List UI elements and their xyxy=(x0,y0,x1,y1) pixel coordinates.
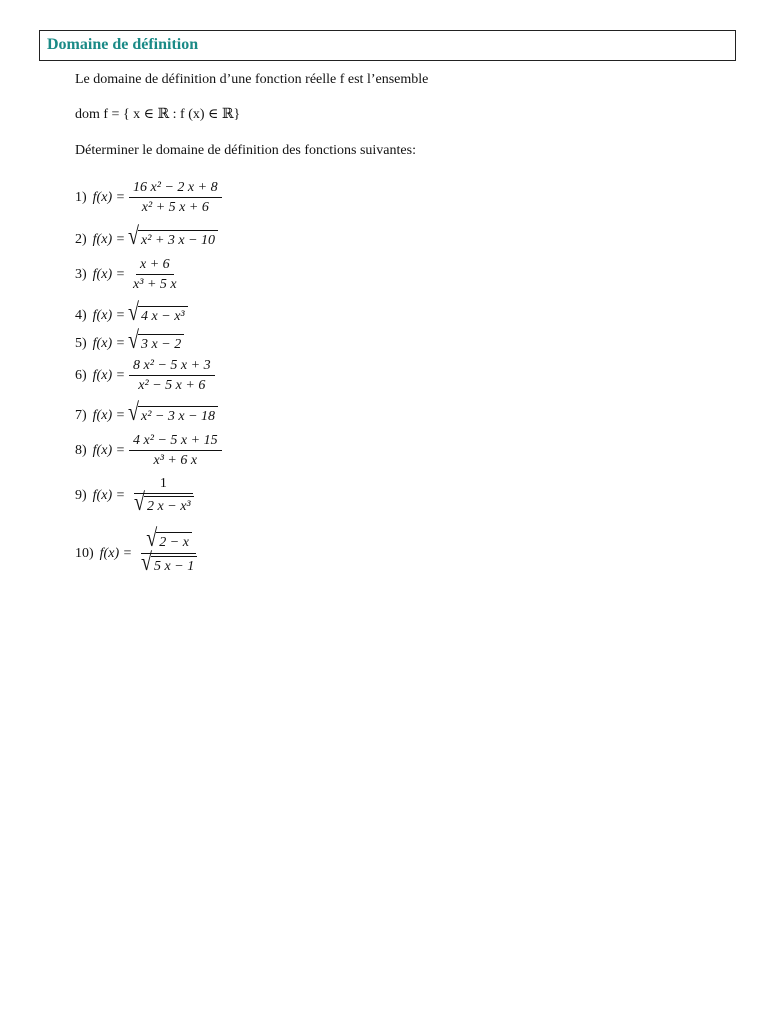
denominator: x² + 5 x + 6 xyxy=(141,200,209,215)
function-lhs: f(x) = xyxy=(92,443,126,458)
function-lhs: f(x) = xyxy=(92,267,126,282)
exercise-7 xyxy=(75,398,218,427)
exercise-10 xyxy=(75,524,201,577)
fraction xyxy=(136,524,201,577)
radical-sign-icon: √ xyxy=(141,548,153,577)
exercise-5 xyxy=(75,326,184,355)
fraction xyxy=(129,358,215,394)
intro-text: Le domaine de définition d’une fonction réelle f est l’ensemble xyxy=(75,72,429,87)
section-title: Domaine de définition xyxy=(47,36,199,53)
fraction xyxy=(129,180,222,216)
function-lhs: f(x) = xyxy=(92,190,126,205)
exercise-3 xyxy=(75,257,181,293)
numerator: 4 x² − 5 x + 15 xyxy=(129,433,222,451)
exercise-number: 10) xyxy=(75,546,94,561)
numerator: 1 xyxy=(134,476,193,494)
radicand: 2 − x xyxy=(156,532,192,551)
denominator xyxy=(136,548,201,577)
radical-sign-icon: √ xyxy=(128,298,140,327)
square-root xyxy=(128,326,184,355)
denominator: x³ + 5 x xyxy=(133,277,177,292)
radicand: 5 x − 1 xyxy=(151,556,197,575)
fraction xyxy=(129,257,181,293)
radicand: 2 x − x³ xyxy=(144,496,194,515)
denominator: x² − 5 x + 6 xyxy=(138,378,206,393)
exercise-number: 7) xyxy=(75,407,87,423)
function-lhs: f(x) = xyxy=(99,546,133,561)
exercise-2 xyxy=(75,222,218,251)
square-root xyxy=(134,488,194,517)
radical-sign-icon: √ xyxy=(128,398,140,427)
function-lhs: f(x) = xyxy=(92,368,126,383)
numerator: 16 x² − 2 x + 8 xyxy=(129,180,222,198)
section-title-box xyxy=(39,30,736,61)
fraction xyxy=(129,476,198,516)
radical-sign-icon: √ xyxy=(128,222,140,251)
domain-definition-formula: dom f = { x ∈ ℝ : f (x) ∈ ℝ} xyxy=(75,107,241,122)
exercise-number: 8) xyxy=(75,443,87,458)
function-lhs: f(x) = xyxy=(92,335,126,351)
fraction xyxy=(129,433,222,469)
exercise-number: 1) xyxy=(75,190,87,205)
exercise-number: 5) xyxy=(75,335,87,351)
denominator: x³ + 6 x xyxy=(153,453,198,468)
exercise-number: 3) xyxy=(75,267,87,282)
exercise-6 xyxy=(75,358,215,394)
exercise-number: 9) xyxy=(75,488,87,503)
radical-sign-icon: √ xyxy=(134,488,146,517)
square-root xyxy=(128,222,218,251)
square-root xyxy=(146,524,192,553)
denominator xyxy=(129,488,198,517)
exercise-1 xyxy=(75,180,222,216)
exercise-8 xyxy=(75,433,222,469)
radical-sign-icon: √ xyxy=(146,524,158,553)
instruction-text: Déterminer le domaine de définition des fonctions suivantes: xyxy=(75,143,416,158)
exercise-number: 6) xyxy=(75,368,87,383)
function-lhs: f(x) = xyxy=(92,407,126,423)
radical-sign-icon: √ xyxy=(128,326,140,355)
exercise-4 xyxy=(75,298,188,327)
exercise-number: 4) xyxy=(75,307,87,323)
square-root xyxy=(128,398,218,427)
square-root xyxy=(128,298,188,327)
numerator: 8 x² − 5 x + 3 xyxy=(129,358,215,376)
radicand: 4 x − x³ xyxy=(138,306,188,325)
square-root xyxy=(141,548,197,577)
radicand: x² + 3 x − 10 xyxy=(138,230,218,249)
function-lhs: f(x) = xyxy=(92,231,126,247)
function-lhs: f(x) = xyxy=(92,307,126,323)
exercise-number: 2) xyxy=(75,231,87,247)
numerator: x + 6 xyxy=(136,257,174,275)
radicand: x² − 3 x − 18 xyxy=(138,406,218,425)
exercise-9 xyxy=(75,476,198,516)
radicand: 3 x − 2 xyxy=(138,334,184,353)
function-lhs: f(x) = xyxy=(92,488,126,503)
